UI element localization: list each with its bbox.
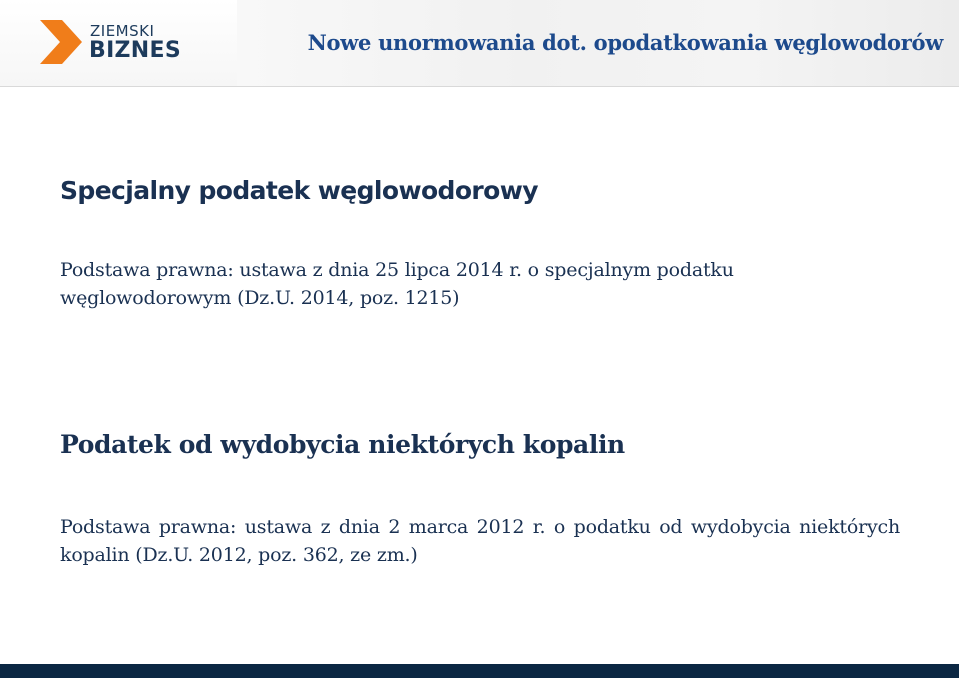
- section-heading-hydrocarbon-tax: Specjalny podatek węglowodorowy: [60, 176, 538, 205]
- logo-text-top: ZIEMSKI: [90, 22, 155, 40]
- logo-chevron-icon: [38, 18, 84, 66]
- section-body-mineral-extraction-tax: Podstawa prawna: ustawa z dnia 2 marca 2012 r. o podatku od wydobycia niektórych kopalin (Dz.U. 2012, poz. 362, ze zm.): [60, 516, 900, 566]
- footer-bar: [0, 664, 959, 678]
- logo-text-bottom: BIZNES: [89, 38, 181, 63]
- section-heading-mineral-extraction-tax: Podatek od wydobycia niektórych kopalin: [60, 430, 625, 459]
- slide-header: [0, 0, 959, 87]
- slide-title: Nowe unormowania dot. opodatkowania węglowodorów: [307, 30, 943, 55]
- ziemski-biznes-logo: [38, 18, 188, 72]
- section-body-hydrocarbon-tax: Podstawa prawna: ustawa z dnia 25 lipca 2014 r. o specjalnym podatku węglowodorowym (Dz.U. 2014, poz. 1215): [60, 259, 734, 309]
